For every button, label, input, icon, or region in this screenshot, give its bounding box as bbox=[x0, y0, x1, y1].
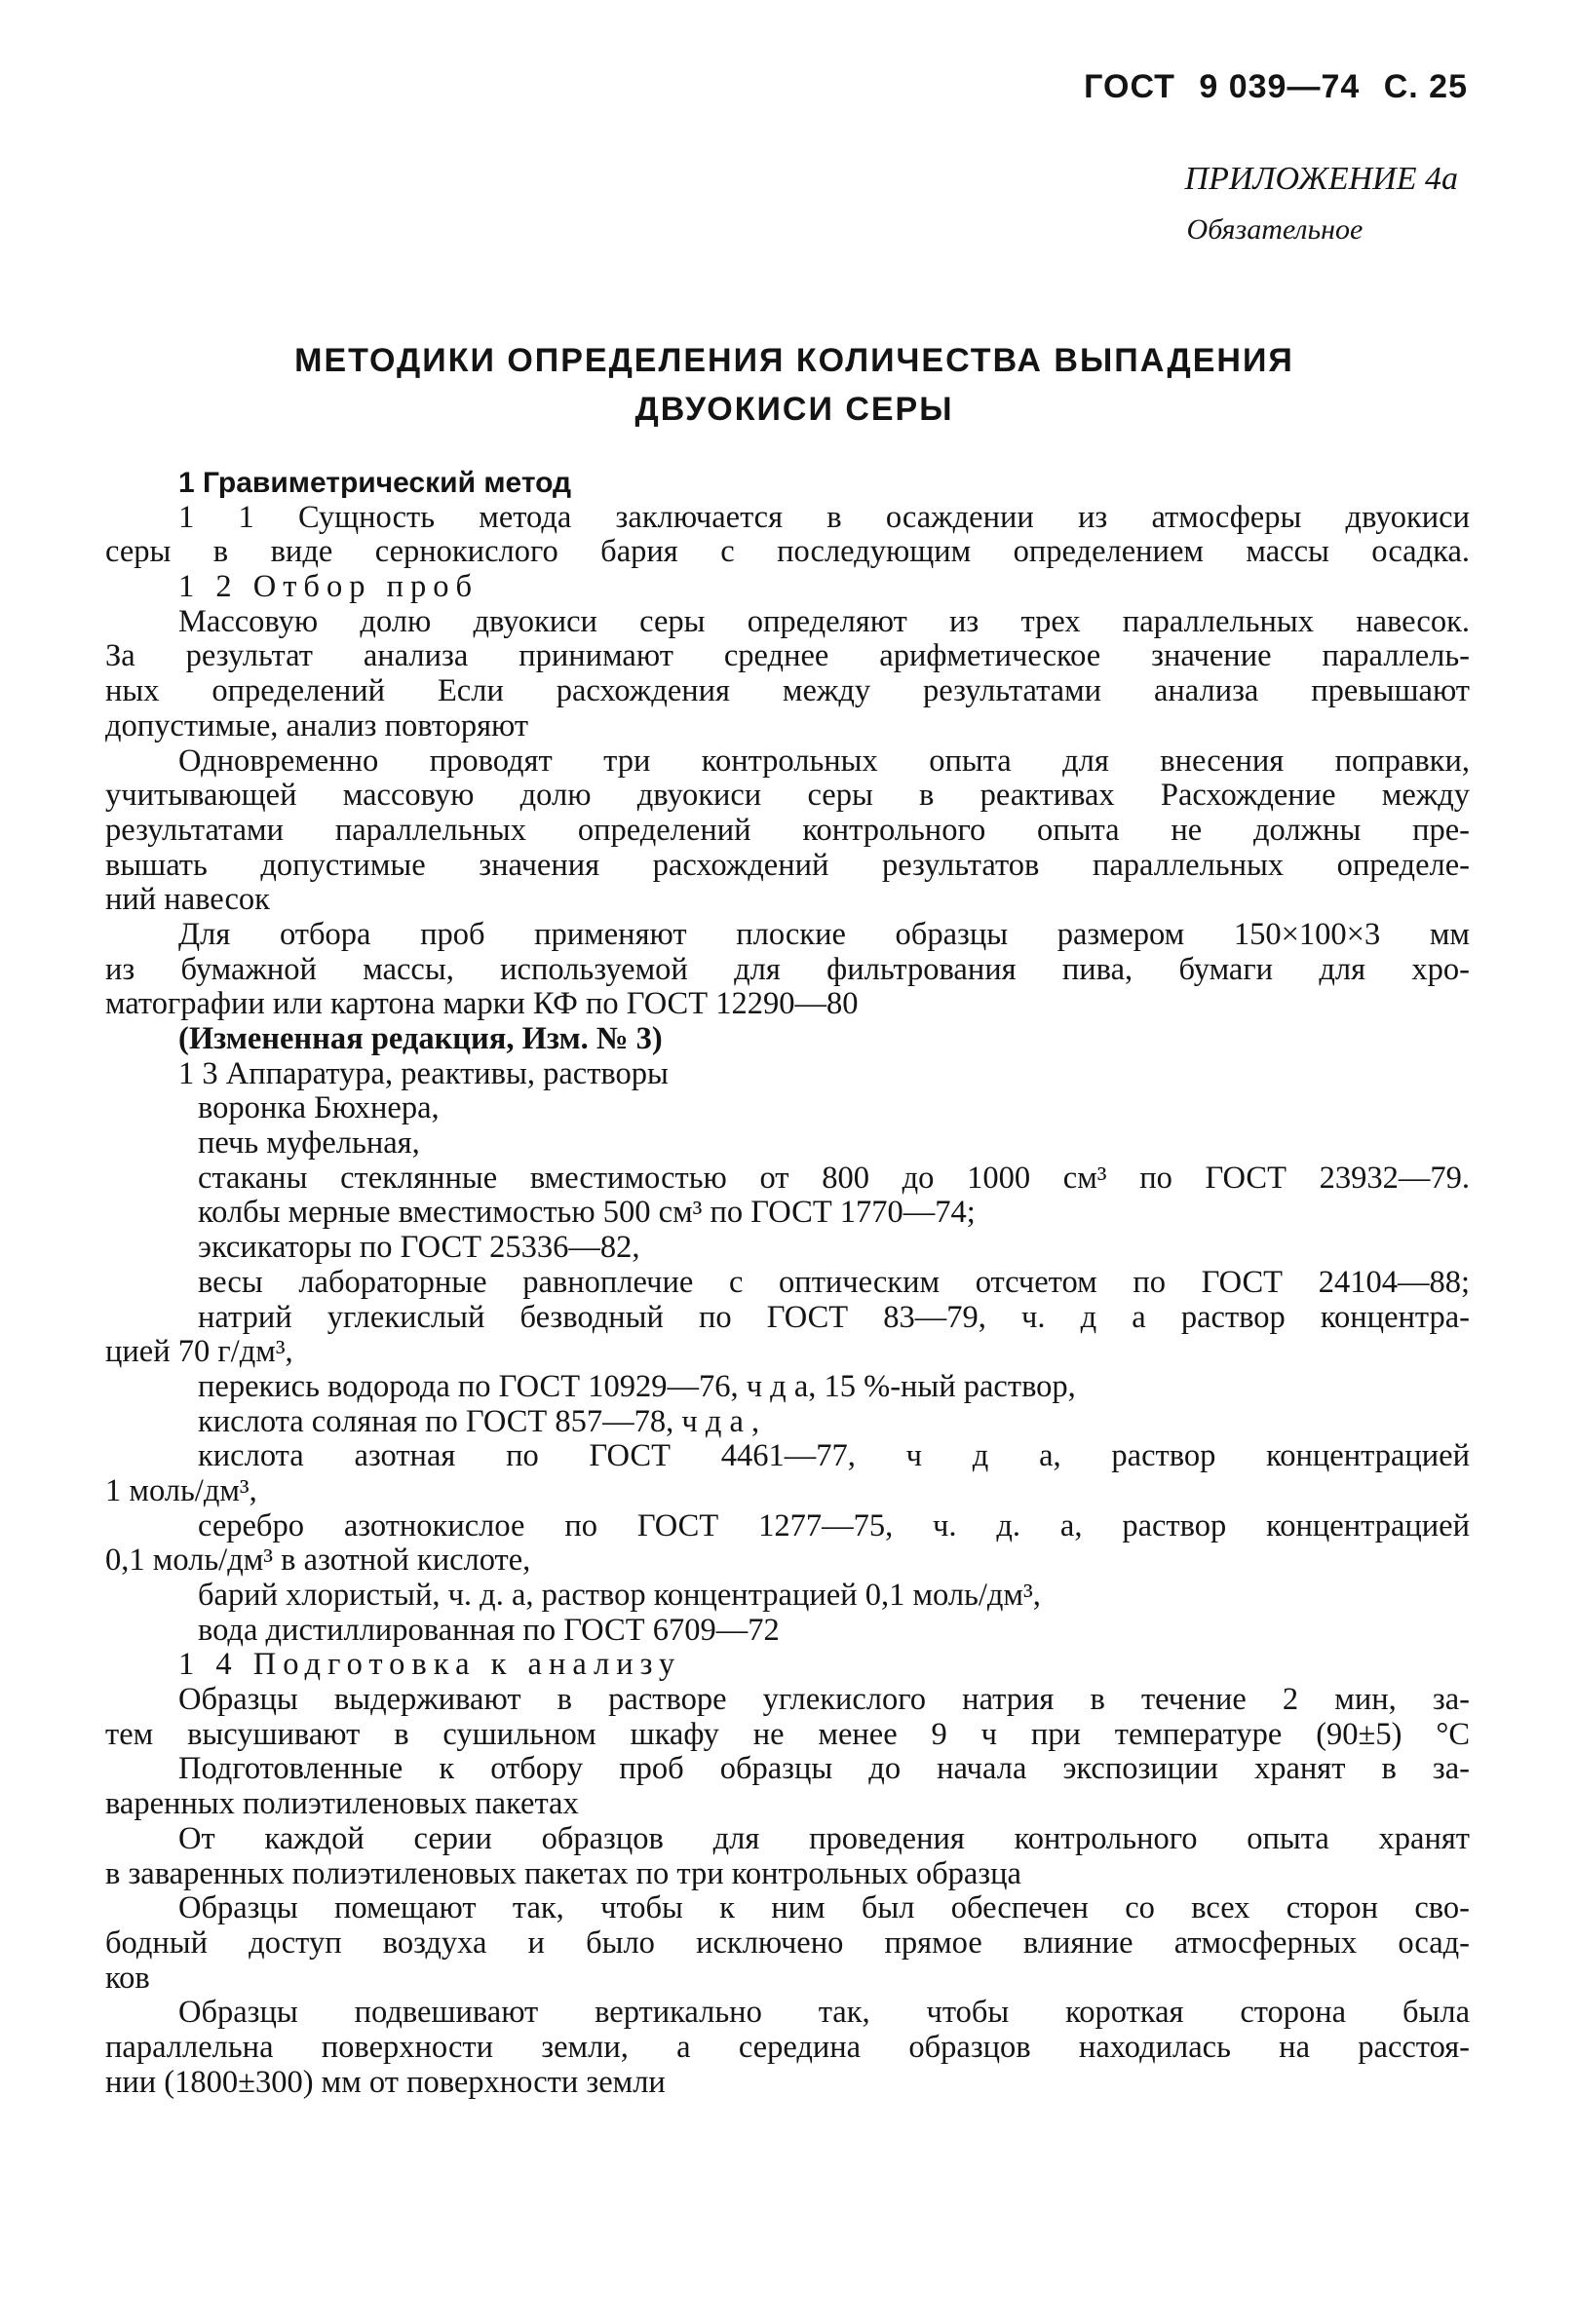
title-line-1: МЕТОДИКИ ОПРЕДЕЛЕНИЯ КОЛИЧЕСТВА ВЫПАДЕНИЯ bbox=[294, 342, 1294, 379]
text-line: матографии или картона марки КФ по ГОСТ 12290—80 bbox=[105, 986, 859, 1022]
text-line: Образцы помещают так, чтобы к ним был обеспечен со всех сторон сво- bbox=[178, 1890, 1470, 1926]
text-line: серы в виде сернокислого бария с последующим определением массы осадка. bbox=[105, 534, 1470, 570]
text-line: Одновременно проводят три контрольных опыта для внесения поправки, bbox=[178, 743, 1470, 779]
text-line: 0,1 моль/дм³ в азотной кислоте, bbox=[105, 1543, 531, 1579]
text-line: бодный доступ воздуха и было исключено прямое влияние атмосферных осад- bbox=[105, 1924, 1470, 1961]
text-line: (Измененная редакция, Изм. № 3) bbox=[178, 1021, 663, 1056]
text-line: От каждой серии образцов для проведения контрольного опыта хранят bbox=[178, 1820, 1470, 1856]
text-line: кислота азотная по ГОСТ 4461—77, ч д а, раствор концентрацией bbox=[198, 1438, 1470, 1474]
appendix-label: ПРИЛОЖЕНИЕ 4а bbox=[1184, 161, 1458, 197]
text-line: барий хлористый, ч. д. а, раствор концентрацией 0,1 моль/дм³, bbox=[198, 1578, 1041, 1613]
text-line: из бумажной массы, используемой для фильтрования пива, бумаги для хро- bbox=[105, 951, 1470, 987]
standard-label: ГОСТ bbox=[1084, 68, 1175, 105]
text-line: нии (1800±300) мм от поверхности земли bbox=[105, 2064, 666, 2100]
document-title bbox=[117, 336, 1472, 434]
text-line: кислота соляная по ГОСТ 857—78, ч д а , bbox=[198, 1403, 760, 1439]
text-line: колбы мерные вместимостью 500 см³ по ГОСТ 1770—74; bbox=[198, 1195, 976, 1231]
text-line: Образцы подвешивают вертикально так, чтобы короткая сторона была bbox=[178, 1995, 1470, 2031]
text-line: 1 2 Отбор проб bbox=[178, 569, 480, 605]
page-header bbox=[1070, 68, 1468, 106]
text-line: допустимые, анализ повторяют bbox=[105, 707, 529, 743]
standard-number: 9 039—74 bbox=[1199, 68, 1361, 105]
text-line: ных определений Если расхождения между результатами анализа превышают bbox=[105, 673, 1470, 709]
text-line: Массовую долю двуокиси серы определяют из трех параллельных навесок. bbox=[178, 603, 1470, 639]
text-line: тем высушивают в сушильном шкафу не менее 9 ч при температуре (90±5) °С bbox=[105, 1716, 1470, 1752]
text-line: воронка Бюхнера, bbox=[198, 1090, 440, 1126]
text-line: натрий углекислый безводный по ГОСТ 83—79, ч. д а раствор концентра- bbox=[198, 1299, 1470, 1335]
text-line: учитывающей массовую долю двуокиси серы в реактивах Расхождение между bbox=[105, 778, 1470, 814]
text-line: 1 3 Аппаратура, реактивы, растворы bbox=[178, 1055, 669, 1091]
text-line: в заваренных полиэтиленовых пакетах по три контрольных образца bbox=[105, 1855, 1021, 1891]
text-line: Для отбора проб применяют плоские образцы размером 150×100×3 мм bbox=[178, 916, 1470, 952]
text-line: За результат анализа принимают среднее арифметическое значение параллель- bbox=[105, 638, 1470, 674]
text-line: стаканы стеклянные вместимостью от 800 до 1000 см³ по ГОСТ 23932—79. bbox=[198, 1160, 1470, 1196]
text-line: вода дистиллированная по ГОСТ 6709—72 bbox=[198, 1612, 780, 1648]
text-line: перекись водорода по ГОСТ 10929—76, ч д а, 15 %-ный раствор, bbox=[198, 1368, 1076, 1404]
text-line: вышать допустимые значения расхождений результатов параллельных определе- bbox=[105, 847, 1470, 883]
text-line: результатами параллельных определений контрольного опыта не должны пре- bbox=[105, 812, 1470, 848]
text-line: цией 70 г/дм³, bbox=[105, 1334, 293, 1370]
text-line: серебро азотнокислое по ГОСТ 1277—75, ч. д. а, раствор концентрацией bbox=[198, 1507, 1470, 1543]
text-line: параллельна поверхности земли, а середина образцов находилась на расстоя- bbox=[105, 2029, 1470, 2065]
text-line: 1 1 Сущность метода заключается в осаждении из атмосферы двуокиси bbox=[178, 499, 1470, 535]
text-line: весы лабораторные равноплечие с оптическим отсчетом по ГОСТ 24104—88; bbox=[198, 1264, 1470, 1300]
title-line-2: ДВУОКИСИ СЕРЫ bbox=[634, 391, 954, 428]
text-line: эксикаторы по ГОСТ 25336—82, bbox=[198, 1230, 640, 1266]
text-line: варенных полиэтиленовых пакетах bbox=[105, 1786, 579, 1822]
text-line: печь муфельная, bbox=[198, 1125, 420, 1162]
text-line: 1 4 Подготовка к анализу bbox=[178, 1647, 682, 1683]
text-line: Образцы выдерживают в растворе углекислого натрия в течение 2 мин, за- bbox=[178, 1682, 1470, 1718]
page-number: С. 25 bbox=[1383, 68, 1468, 105]
appendix-status: Обязательное bbox=[1186, 213, 1364, 246]
text-line: 1 моль/дм³, bbox=[105, 1472, 257, 1508]
text-line: 1 Гравиметрический метод bbox=[178, 467, 572, 499]
text-line: ков bbox=[105, 1960, 150, 1996]
appendix-block bbox=[1185, 154, 1458, 255]
text-line: Подготовленные к отбору проб образцы до начала экспозиции хранят в за- bbox=[178, 1751, 1470, 1787]
body-text bbox=[105, 466, 1470, 2100]
text-line: ний навесок bbox=[105, 882, 270, 918]
